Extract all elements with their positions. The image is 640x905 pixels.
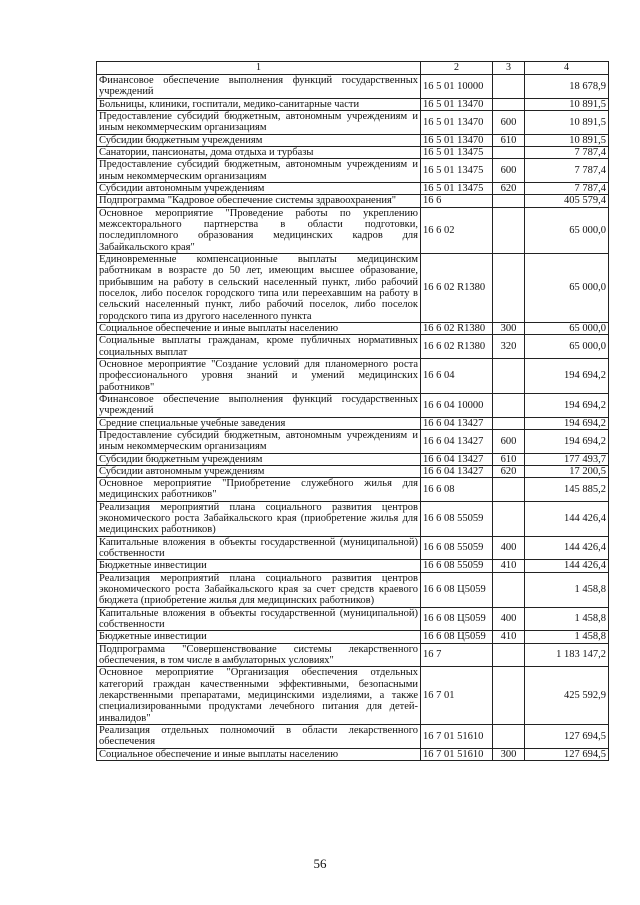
- column-header-name: 1: [97, 62, 421, 75]
- row-sum-cell: 144 426,4: [525, 536, 609, 560]
- row-code-cell: 16 7 01 51610: [421, 748, 493, 760]
- row-sum-cell: 127 694,5: [525, 748, 609, 760]
- row-sum-cell: 1 183 147,2: [525, 643, 609, 667]
- table-row: [97, 725, 609, 749]
- row-sum-cell: 194 694,2: [525, 429, 609, 453]
- row-expense-type-cell: [493, 572, 525, 607]
- row-sum-cell: 65 000,0: [525, 322, 609, 334]
- row-code-cell: 16 6 08 55059: [421, 501, 493, 536]
- row-sum-cell: 127 694,5: [525, 725, 609, 749]
- row-expense-type-cell: 600: [493, 110, 525, 134]
- row-code-cell: 16 6 04 13427: [421, 417, 493, 429]
- row-code-cell: 16 5 01 10000: [421, 75, 493, 99]
- row-name-cell: Предоставление субсидий бюджетным, автономным учреждениям и иным некоммерческим организациям: [97, 110, 421, 134]
- row-code-cell: 16 6 08: [421, 478, 493, 502]
- row-expense-type-cell: 300: [493, 748, 525, 760]
- row-name-cell: Бюджетные инвестиции: [97, 631, 421, 643]
- row-name-cell: Социальное обеспечение и иные выплаты населению: [97, 748, 421, 760]
- table-row: [97, 322, 609, 334]
- row-name-cell: Реализация мероприятий плана социального развития центров экономического роста Забайкальского края (приобретение жилья для медицинских работников): [97, 501, 421, 536]
- row-name-cell: Средние специальные учебные заведения: [97, 417, 421, 429]
- table-row: [97, 465, 609, 477]
- table-row: [97, 607, 609, 631]
- row-name-cell: Субсидии автономным учреждениям: [97, 465, 421, 477]
- table-row: [97, 417, 609, 429]
- row-expense-type-cell: [493, 253, 525, 322]
- row-expense-type-cell: [493, 417, 525, 429]
- row-name-cell: Финансовое обеспечение выполнения функций государственных учреждений: [97, 75, 421, 99]
- row-expense-type-cell: [493, 207, 525, 253]
- row-sum-cell: 7 787,4: [525, 146, 609, 158]
- row-expense-type-cell: [493, 725, 525, 749]
- row-expense-type-cell: 600: [493, 159, 525, 183]
- row-sum-cell: 10 891,5: [525, 98, 609, 110]
- table-row: [97, 358, 609, 393]
- row-sum-cell: 10 891,5: [525, 134, 609, 146]
- row-sum-cell: 144 426,4: [525, 501, 609, 536]
- row-expense-type-cell: [493, 393, 525, 417]
- row-expense-type-cell: [493, 195, 525, 207]
- row-sum-cell: 177 493,7: [525, 453, 609, 465]
- row-code-cell: 16 5 01 13475: [421, 159, 493, 183]
- row-sum-cell: 65 000,0: [525, 207, 609, 253]
- row-expense-type-cell: 610: [493, 453, 525, 465]
- table-row: [97, 536, 609, 560]
- row-name-cell: Финансовое обеспечение выполнения функций государственных учреждений: [97, 393, 421, 417]
- row-name-cell: Основное мероприятие "Создание условий для планомерного роста профессионального уровня знаний и умений медицинских работников": [97, 358, 421, 393]
- row-name-cell: Основное мероприятие "Проведение работы по укреплению межсекторального партнерства в области подготовки, последипломного образования медицинских кадров для Забайкальского края": [97, 207, 421, 253]
- row-name-cell: Больницы, клиники, госпитали, медико-санитарные части: [97, 98, 421, 110]
- row-sum-cell: 1 458,8: [525, 607, 609, 631]
- row-expense-type-cell: [493, 358, 525, 393]
- row-name-cell: Подпрограмма "Кадровое обеспечение системы здравоохранения": [97, 195, 421, 207]
- row-code-cell: 16 6: [421, 195, 493, 207]
- table-body: [97, 75, 609, 761]
- row-code-cell: 16 5 01 13475: [421, 146, 493, 158]
- row-sum-cell: 7 787,4: [525, 159, 609, 183]
- row-name-cell: Субсидии бюджетным учреждениям: [97, 134, 421, 146]
- row-name-cell: Субсидии бюджетным учреждениям: [97, 453, 421, 465]
- column-header-code: 2: [421, 62, 493, 75]
- table-header: [97, 62, 609, 75]
- row-expense-type-cell: [493, 478, 525, 502]
- column-header-sum: 4: [525, 62, 609, 75]
- table-row: [97, 98, 609, 110]
- row-name-cell: Единовременные компенсационные выплаты медицинским работникам в возрасте до 50 лет, имеющим высшее образование, прибывшим на работу в сельский населенный пункт, либо рабочий поселок, либо поселок городского типа или переехавшим на работу в сельский населенный пункт, либо рабочий поселок, либо поселок городского типа из другого населенного пункта: [97, 253, 421, 322]
- table-row: [97, 643, 609, 667]
- row-name-cell: Социальное обеспечение и иные выплаты населению: [97, 322, 421, 334]
- row-code-cell: 16 7 01 51610: [421, 725, 493, 749]
- row-sum-cell: 17 200,5: [525, 465, 609, 477]
- row-code-cell: 16 6 04 13427: [421, 429, 493, 453]
- row-sum-cell: 405 579,4: [525, 195, 609, 207]
- table-row: [97, 195, 609, 207]
- table-row: [97, 478, 609, 502]
- row-code-cell: 16 5 01 13470: [421, 98, 493, 110]
- row-sum-cell: 1 458,8: [525, 572, 609, 607]
- page-number: 56: [313, 856, 327, 871]
- row-sum-cell: 7 787,4: [525, 182, 609, 194]
- row-name-cell: Реализация отдельных полномочий в области лекарственного обеспечения: [97, 725, 421, 749]
- table-row: [97, 453, 609, 465]
- table-row: [97, 501, 609, 536]
- row-name-cell: Реализация мероприятий плана социального развития центров экономического роста Забайкальского края за счет средств краевого бюджета (приобретение жилья для медицинских работников): [97, 572, 421, 607]
- table-row: [97, 159, 609, 183]
- row-expense-type-cell: [493, 98, 525, 110]
- row-code-cell: 16 6 02 R1380: [421, 335, 493, 359]
- table-row: [97, 560, 609, 572]
- row-name-cell: Субсидии автономным учреждениям: [97, 182, 421, 194]
- row-name-cell: Санатории, пансионаты, дома отдыха и турбазы: [97, 146, 421, 158]
- row-code-cell: 16 7: [421, 643, 493, 667]
- row-code-cell: 16 6 02: [421, 207, 493, 253]
- row-name-cell: Предоставление субсидий бюджетным, автономным учреждениям и иным некоммерческим организациям: [97, 159, 421, 183]
- row-code-cell: 16 6 08 55059: [421, 536, 493, 560]
- table-row: [97, 182, 609, 194]
- row-expense-type-cell: 320: [493, 335, 525, 359]
- row-code-cell: 16 5 01 13470: [421, 110, 493, 134]
- table-row: [97, 572, 609, 607]
- table-row: [97, 393, 609, 417]
- row-sum-cell: 65 000,0: [525, 253, 609, 322]
- row-expense-type-cell: 300: [493, 322, 525, 334]
- row-name-cell: Социальные выплаты гражданам, кроме публичных нормативных социальных выплат: [97, 335, 421, 359]
- row-code-cell: 16 6 08 55059: [421, 560, 493, 572]
- row-code-cell: 16 5 01 13470: [421, 134, 493, 146]
- row-code-cell: 16 6 02 R1380: [421, 322, 493, 334]
- row-expense-type-cell: 410: [493, 631, 525, 643]
- row-sum-cell: 194 694,2: [525, 417, 609, 429]
- table-row: [97, 429, 609, 453]
- table-row: [97, 253, 609, 322]
- column-header-expense-type: 3: [493, 62, 525, 75]
- row-name-cell: Капитальные вложения в объекты государственной (муниципальной) собственности: [97, 607, 421, 631]
- row-sum-cell: 194 694,2: [525, 358, 609, 393]
- row-sum-cell: 65 000,0: [525, 335, 609, 359]
- table-row: [97, 667, 609, 725]
- row-sum-cell: 194 694,2: [525, 393, 609, 417]
- row-expense-type-cell: [493, 667, 525, 725]
- row-name-cell: Подпрограмма "Совершенствование системы лекарственного обеспечения, в том числе в амбулаторных условиях": [97, 643, 421, 667]
- row-sum-cell: 144 426,4: [525, 560, 609, 572]
- row-code-cell: 16 6 08 Ц5059: [421, 572, 493, 607]
- row-expense-type-cell: 600: [493, 429, 525, 453]
- row-sum-cell: 10 891,5: [525, 110, 609, 134]
- table-row: [97, 207, 609, 253]
- row-name-cell: Капитальные вложения в объекты государственной (муниципальной) собственности: [97, 536, 421, 560]
- row-name-cell: Основное мероприятие "Организация обеспечения отдельных категорий граждан качественными эффективными, безопасными лекарственными препаратами, медицинскими изделиями, а также специализированными продуктами лечебного питания для детей-инвалидов": [97, 667, 421, 725]
- table-row: [97, 631, 609, 643]
- row-code-cell: 16 6 08 Ц5059: [421, 607, 493, 631]
- table-row: [97, 146, 609, 158]
- row-code-cell: 16 7 01: [421, 667, 493, 725]
- row-code-cell: 16 6 04: [421, 358, 493, 393]
- row-expense-type-cell: [493, 75, 525, 99]
- row-name-cell: Основное мероприятие "Приобретение служебного жилья для медицинских работников": [97, 478, 421, 502]
- row-expense-type-cell: 400: [493, 536, 525, 560]
- row-expense-type-cell: 610: [493, 134, 525, 146]
- row-code-cell: 16 6 04 10000: [421, 393, 493, 417]
- row-expense-type-cell: 620: [493, 182, 525, 194]
- row-code-cell: 16 5 01 13475: [421, 182, 493, 194]
- budget-table: [96, 61, 609, 761]
- row-sum-cell: 18 678,9: [525, 75, 609, 99]
- row-name-cell: Бюджетные инвестиции: [97, 560, 421, 572]
- table-row: [97, 134, 609, 146]
- row-expense-type-cell: 410: [493, 560, 525, 572]
- table-row: [97, 748, 609, 760]
- table-row: [97, 335, 609, 359]
- row-expense-type-cell: [493, 643, 525, 667]
- row-expense-type-cell: 620: [493, 465, 525, 477]
- row-code-cell: 16 6 02 R1380: [421, 253, 493, 322]
- row-expense-type-cell: [493, 146, 525, 158]
- header-row: [97, 62, 609, 75]
- table-row: [97, 75, 609, 99]
- table-row: [97, 110, 609, 134]
- row-expense-type-cell: [493, 501, 525, 536]
- row-sum-cell: 145 885,2: [525, 478, 609, 502]
- row-sum-cell: 1 458,8: [525, 631, 609, 643]
- row-name-cell: Предоставление субсидий бюджетным, автономным учреждениям и иным некоммерческим организациям: [97, 429, 421, 453]
- row-code-cell: 16 6 08 Ц5059: [421, 631, 493, 643]
- row-expense-type-cell: 400: [493, 607, 525, 631]
- row-code-cell: 16 6 04 13427: [421, 465, 493, 477]
- row-sum-cell: 425 592,9: [525, 667, 609, 725]
- row-code-cell: 16 6 04 13427: [421, 453, 493, 465]
